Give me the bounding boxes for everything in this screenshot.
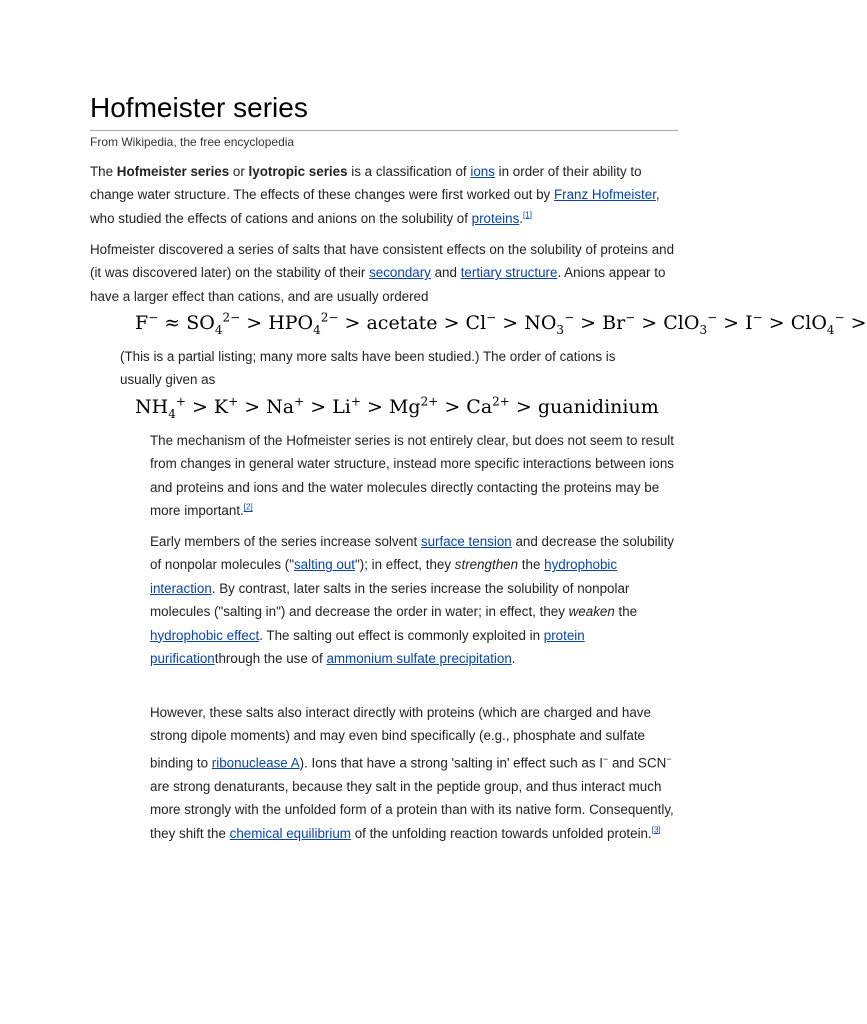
- mechanism-paragraph: [150, 429, 680, 523]
- ion-cl: Cl: [465, 312, 487, 334]
- charge: +: [294, 394, 305, 409]
- link-surface-tension[interactable]: surface tension: [420, 534, 512, 549]
- charge: +: [228, 394, 239, 409]
- link-secondary[interactable]: secondary: [369, 265, 431, 281]
- gt-sign: >: [360, 396, 389, 418]
- subscript: 4: [168, 406, 176, 421]
- link-ribonuclease-a[interactable]: ribonuclease A: [211, 755, 300, 771]
- reference-1[interactable]: [523, 210, 532, 219]
- italic-term: strengthen: [454, 557, 519, 573]
- ion-i: I: [745, 312, 753, 334]
- charge: −: [148, 310, 159, 325]
- ion-nh4: NH: [135, 396, 169, 418]
- gt-sign: >: [338, 312, 367, 334]
- ion-f: F: [135, 312, 149, 334]
- ion-li: Li: [332, 396, 351, 418]
- gt-sign: >: [635, 312, 664, 334]
- text: in order of their ability to change water structure. The effects of these changes were first worked out by: [90, 164, 642, 203]
- subscript: 4: [826, 322, 835, 337]
- charge: 2+: [420, 394, 439, 409]
- ion-hpo4: HPO: [268, 312, 314, 334]
- link-tertiary-structure[interactable]: tertiary structure: [460, 265, 558, 281]
- text: (This is a partial listing; many more salts have been studied.) The order of cations is usually given as: [120, 349, 616, 388]
- ion-so4: SO: [186, 312, 215, 334]
- subscript: 3: [556, 322, 565, 337]
- text: . The salting out effect is commonly exploited in: [259, 627, 544, 643]
- link-franz-hofmeister[interactable]: Franz Hofmeister: [553, 187, 656, 203]
- subscript: 4: [214, 322, 223, 337]
- text: .: [511, 651, 516, 667]
- charge: −: [834, 310, 845, 325]
- ion-br: Br: [602, 312, 626, 334]
- text: The: [90, 164, 117, 179]
- gt-sign: >: [438, 396, 467, 418]
- page-title: Hofmeister series: [90, 86, 678, 131]
- text: However, these salts also interact directly with proteins (which are charged and have strong dipole moments) and may even bind specifically (e.g., phosphate and sulfate binding to: [150, 705, 651, 771]
- gt-sign: >: [185, 396, 214, 418]
- gt-sign: >: [574, 312, 603, 334]
- gt-sign: >: [844, 312, 867, 334]
- gt-sign: >: [717, 312, 746, 334]
- link-proteins[interactable]: proteins: [471, 210, 520, 226]
- text: is a classification of: [347, 164, 471, 179]
- ion-no3: NO: [524, 312, 557, 334]
- link-hydrophobic-effect[interactable]: hydrophobic effect: [150, 627, 260, 643]
- reference-link[interactable]: [1]: [523, 210, 532, 220]
- text: , who studied the effects of cations and anions on the solubility of: [90, 187, 660, 226]
- text: The mechanism of the Hofmeister series is not entirely clear, but does not seem to result from changes in general water structure, instead more specific interactions between ions and proteins and ions and the water molecules directly contacting the proteins may be more important.: [150, 433, 674, 519]
- gt-sign: >: [304, 396, 333, 418]
- denaturant-paragraph: [150, 701, 680, 845]
- site-tagline: From Wikipedia, the free encyclopedia: [90, 135, 295, 149]
- gt-sign: >: [240, 312, 269, 334]
- text: of the unfolding reaction towards unfolded protein.: [350, 825, 652, 841]
- text: Early members of the series increase solvent: [150, 534, 421, 549]
- ion-clo4: ClO: [790, 312, 827, 334]
- text: through the use of: [214, 651, 327, 667]
- text: are strong denaturants, because they salt in the peptide group, and thus interact much more strongly with the unfolded form of a protein than with its native form. Consequently, they shift the: [150, 778, 674, 841]
- charge: 2−: [320, 310, 339, 325]
- charge: −: [564, 310, 575, 325]
- text: .: [519, 210, 524, 226]
- reference-3[interactable]: [652, 825, 661, 834]
- ion-acetate: acetate: [366, 312, 438, 334]
- charge: 2+: [492, 394, 510, 409]
- text: . By contrast, later salts in the series increase the solubility of nonpolar molecules ("salting in") and decrease the order in water; in effect, they: [150, 580, 630, 620]
- link-ions[interactable]: ions: [470, 164, 495, 179]
- ion-na: Na: [266, 396, 295, 418]
- gt-sign: >: [437, 312, 466, 334]
- gt-sign: >: [496, 312, 525, 334]
- gt-sign: >: [509, 396, 538, 418]
- charge: +: [350, 394, 361, 409]
- charge: +: [175, 394, 186, 409]
- bold-term: Hofmeister series: [116, 164, 230, 179]
- bold-term: lyotropic series: [248, 164, 348, 179]
- charge: −: [666, 753, 672, 764]
- partial-listing-note: [120, 345, 660, 392]
- charge: −: [752, 310, 763, 325]
- charge: −: [707, 310, 718, 325]
- ion-guanidinium: guanidinium: [537, 396, 659, 418]
- charge: −: [486, 310, 497, 325]
- link-salting-out[interactable]: salting out: [293, 557, 355, 573]
- charge: −: [625, 310, 636, 325]
- ion-clo3: ClO: [663, 312, 700, 334]
- text: and SCN: [608, 755, 667, 771]
- cation-series-formula: [135, 394, 659, 421]
- text: and: [430, 265, 461, 281]
- gt-sign: >: [762, 312, 791, 334]
- reference-2[interactable]: [244, 503, 253, 512]
- subscript: 3: [699, 322, 708, 337]
- subscript: 4: [313, 322, 321, 337]
- text: ). Ions that have a strong 'salting in' effect such as I: [299, 755, 603, 771]
- text: the: [614, 604, 638, 620]
- approx-sign: ≈: [158, 312, 187, 334]
- anion-series-formula: [135, 310, 867, 337]
- salting-paragraph: [150, 530, 680, 670]
- discovery-paragraph: [90, 238, 678, 308]
- reference-link[interactable]: [2]: [243, 502, 253, 512]
- gt-sign: >: [238, 396, 267, 418]
- link-ammonium-sulfate-precipitation[interactable]: ammonium sulfate precipitation: [326, 651, 512, 667]
- link-protein-purification[interactable]: protein purification: [150, 627, 585, 667]
- text: the: [518, 557, 545, 573]
- reference-link[interactable]: [3]: [651, 825, 661, 835]
- text: and decrease the solubility of nonpolar molecules (": [150, 534, 674, 573]
- ion-mg: Mg: [388, 396, 421, 418]
- charge: 2−: [222, 310, 241, 325]
- ion-k: K: [213, 396, 229, 418]
- link-chemical-equilibrium[interactable]: chemical equilibrium: [229, 825, 351, 841]
- text: or: [229, 164, 249, 179]
- ion-ca: Ca: [466, 396, 493, 418]
- link-hydrophobic-interaction[interactable]: hydrophobic interaction: [150, 557, 618, 596]
- text: . Anions appear to have a larger effect than cations, and are usually ordered: [90, 265, 666, 304]
- text: Hofmeister discovered a series of salts that have consistent effects on the solubility of proteins and (it was discovered later) on the stability of their: [90, 242, 675, 281]
- text: "); in effect, they: [355, 557, 455, 573]
- italic-term: weaken: [568, 604, 615, 620]
- intro-paragraph: [90, 160, 678, 230]
- charge: −: [603, 753, 609, 764]
